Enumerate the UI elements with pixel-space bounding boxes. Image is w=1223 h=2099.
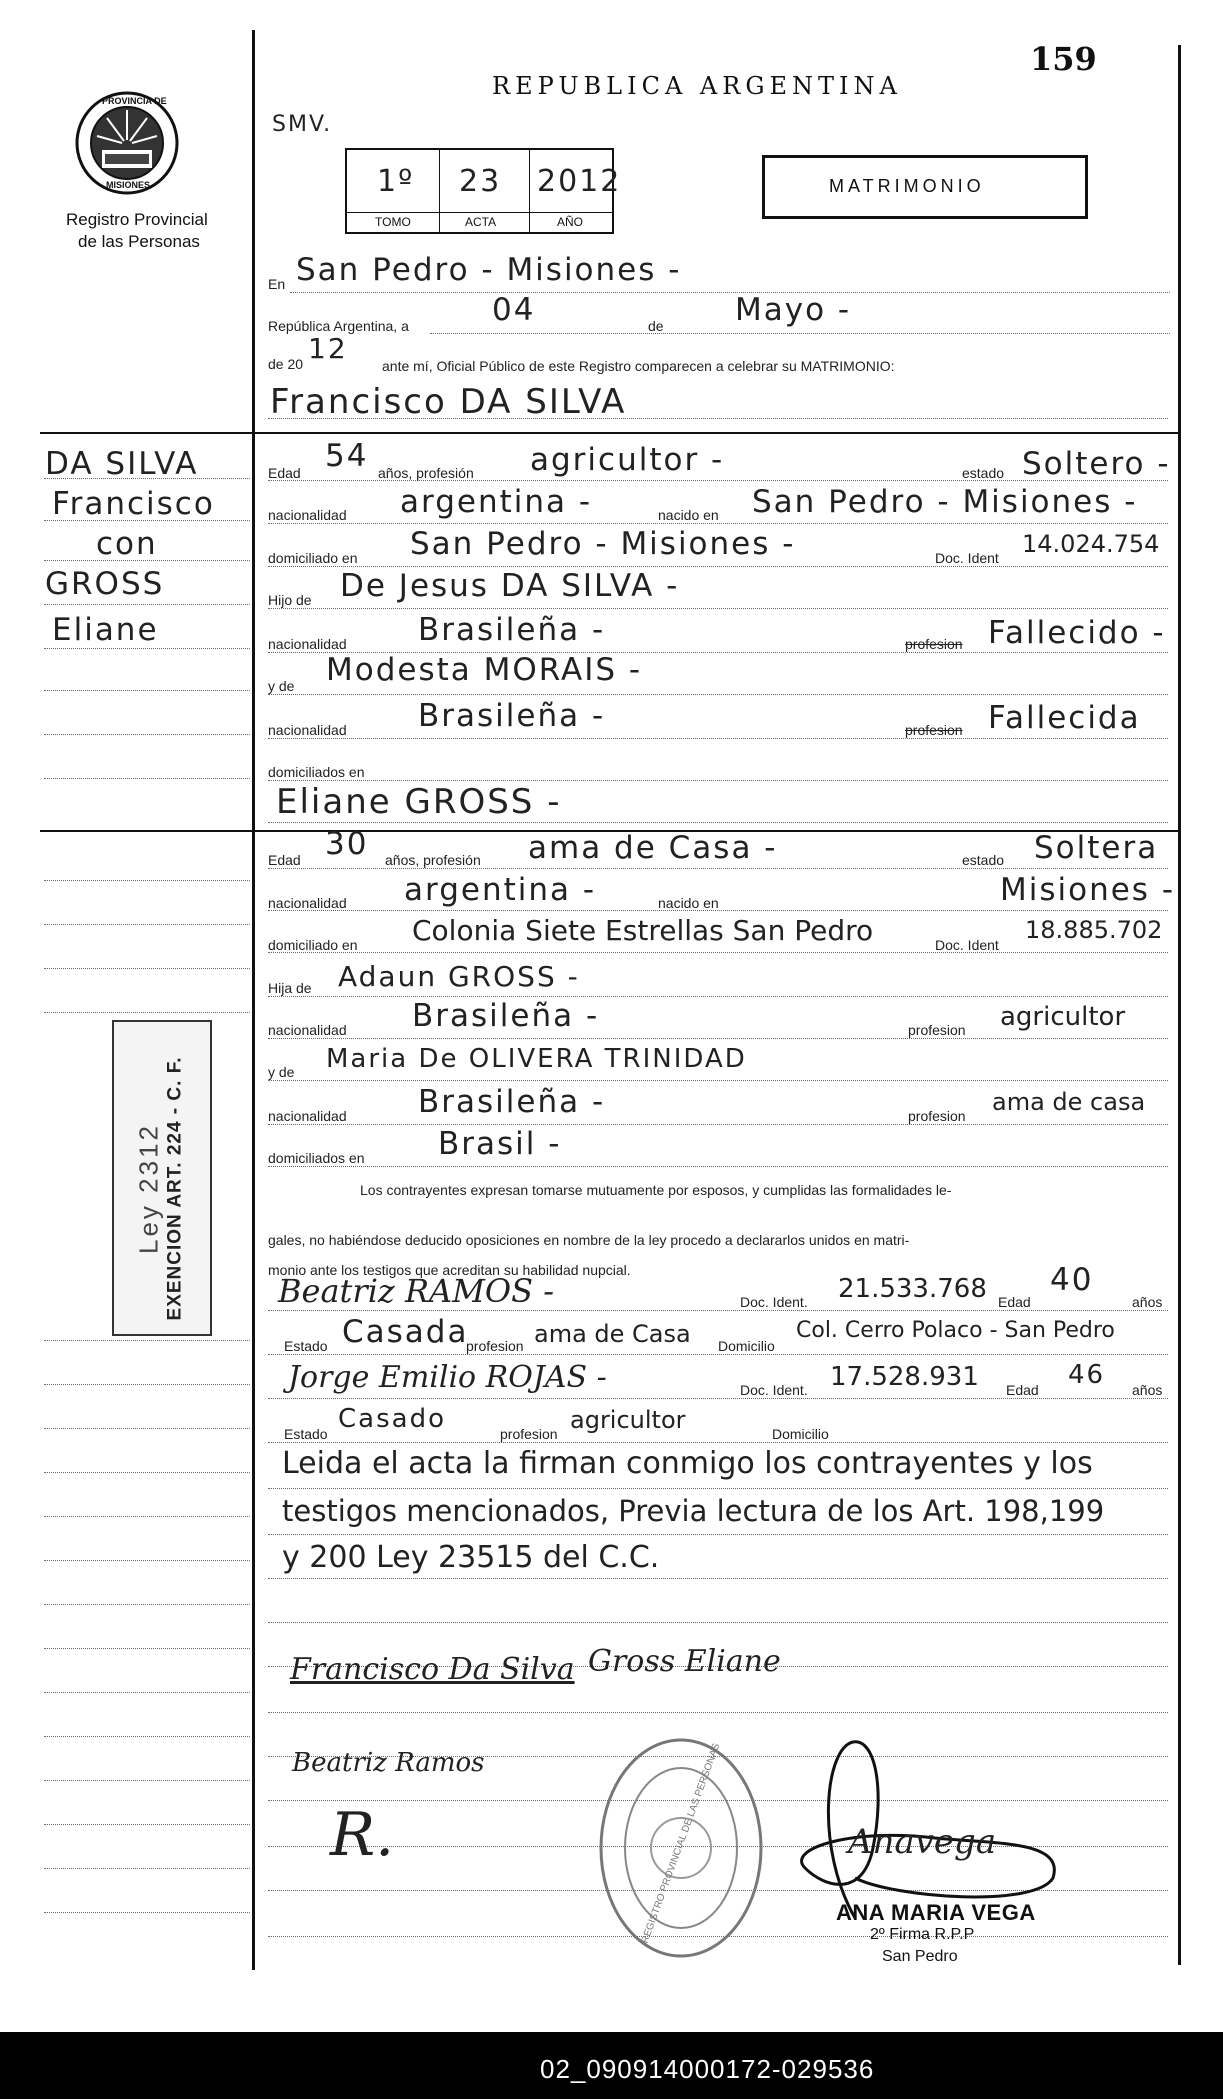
en-label: En	[268, 276, 286, 292]
bride-age: 30	[325, 826, 369, 862]
bride-occupation: ama de Casa -	[528, 830, 778, 866]
tomo-label: TOMO	[375, 215, 411, 229]
bride-mother-profesion-label: profesion	[908, 1108, 966, 1124]
witness1-occupation: ama de Casa	[534, 1320, 691, 1348]
groom-anos-profesion-label: años, profesión	[378, 465, 474, 481]
groom-father-occupation: Fallecido -	[988, 615, 1166, 651]
groom-mother-profesion-label: profesion	[905, 722, 963, 738]
groom-nacionalidad-label: nacionalidad	[268, 507, 347, 523]
note-line2: testigos mencionados, Previa lectura de los Art. 198,199	[282, 1494, 1105, 1528]
witness2-occupation: agricultor	[570, 1406, 686, 1434]
groom-mother-nationality: Brasileña -	[418, 698, 606, 734]
groom-father-nationality: Brasileña -	[418, 612, 606, 648]
groom-address: San Pedro - Misiones -	[410, 526, 796, 562]
republica-label: República Argentina, a	[268, 318, 409, 334]
registry-name-line1: Registro Provincial	[66, 210, 208, 229]
de-label: de	[648, 318, 664, 334]
groom-signature: Francisco Da Silva	[290, 1652, 575, 1687]
groom-doc-label: Doc. Ident	[935, 550, 999, 566]
acta-value: 23	[459, 164, 502, 199]
witness1-name: Beatriz RAMOS -	[278, 1272, 555, 1310]
bride-signature: Gross Eliane	[588, 1644, 781, 1679]
witness1-address: Col. Cerro Polaco - San Pedro	[796, 1318, 1115, 1343]
witness1-profesion-label: profesion	[466, 1338, 524, 1354]
margin-con: con	[96, 526, 158, 562]
section-rule-groom	[40, 432, 1180, 434]
groom-parents-domiciliados-label: domiciliados en	[268, 764, 365, 780]
bride-birthplace: Misiones -	[1000, 872, 1175, 908]
scan-footer	[0, 2032, 1223, 2099]
bride-yde-label: y de	[268, 1064, 295, 1080]
official-office: San Pedro	[882, 1948, 958, 1965]
official-title: 2º Firma R.P.P	[870, 1926, 975, 1943]
witness1-doc-label: Doc. Ident.	[740, 1294, 808, 1310]
margin-surname-bride: GROSS	[45, 566, 165, 602]
initials: SMV.	[272, 112, 333, 137]
provincial-emblem	[72, 88, 182, 198]
right-margin-rule	[1178, 45, 1181, 1965]
witness2-name: Jorge Emilio ROJAS -	[288, 1360, 607, 1395]
margin-firstname-groom: Francisco	[52, 486, 215, 522]
bride-father-nacionalidad-label: nacionalidad	[268, 1022, 347, 1038]
witness2-profesion-label: profesion	[500, 1426, 558, 1442]
bride-mother-nacionalidad-label: nacionalidad	[268, 1108, 347, 1124]
groom-edad-label: Edad	[268, 465, 301, 481]
marriage-day: 04	[492, 292, 536, 328]
bride-estado-label: estado	[962, 852, 1005, 868]
witness1-document-number: 21.533.768	[838, 1274, 987, 1304]
acta-label: ACTA	[465, 215, 497, 229]
bride-father-occupation: agricultor	[1000, 1002, 1126, 1032]
bride-father: Adaun GROSS -	[338, 960, 580, 993]
witness2-doc-label: Doc. Ident.	[740, 1382, 808, 1398]
bride-parents-domiciliados-label: domiciliados en	[268, 1150, 365, 1166]
groom-occupation: agricultor -	[530, 442, 725, 478]
groom-estado-label: estado	[962, 465, 1005, 481]
witness1-anos-label: años	[1132, 1294, 1163, 1310]
year-prefix: de 20	[268, 356, 304, 372]
official-name: ANA MARIA VEGA	[836, 1900, 1036, 1925]
groom-hijo-label: Hijo de	[268, 592, 312, 608]
witness1-age: 40	[1050, 1262, 1094, 1298]
witness2-anos-label: años	[1132, 1382, 1163, 1398]
bride-address: Colonia Siete Estrellas San Pedro	[412, 914, 874, 947]
groom-father-nacionalidad-label: nacionalidad	[268, 636, 347, 652]
witness2-edad-label: Edad	[1006, 1382, 1039, 1398]
witness1-civil-status: Casada	[342, 1314, 469, 1350]
bride-father-nationality: Brasileña -	[412, 998, 600, 1034]
registry-name-line2: de las Personas	[78, 232, 200, 251]
groom-mother-nacionalidad-label: nacionalidad	[268, 722, 347, 738]
witness2-age: 46	[1068, 1360, 1106, 1390]
groom-civil-status: Soltero -	[1022, 446, 1171, 482]
bride-nacionalidad-label: nacionalidad	[268, 895, 347, 911]
bride-nacido-label: nacido en	[658, 895, 719, 911]
ano-value: 2012	[537, 164, 622, 199]
margin-surname-groom: DA SILVA	[45, 446, 199, 482]
declaration-line2: gales, no habiéndose deducido oposiciones en nombre de la ley procedo a declararlos unidos en matri-	[268, 1232, 910, 1248]
bride-anos-profesion-label: años, profesión	[385, 852, 481, 868]
groom-mother: Modesta MORAIS -	[326, 652, 643, 688]
bride-mother: Maria De OLIVERA TRINIDAD	[326, 1044, 747, 1074]
seal-text: REGISTRO PROVINCIAL DE LAS PERSONAS	[639, 1742, 723, 1945]
groom-document-number: 14.024.754	[1022, 530, 1160, 558]
scan-id: 02_090914000172-029536	[540, 2054, 875, 2084]
margin-firstname-bride: Eliane	[52, 612, 159, 648]
declaration-line3: monio ante los testigos que acreditan su habilidad nupcial.	[268, 1262, 631, 1278]
record-type-box	[762, 155, 1088, 219]
groom-birthplace: San Pedro - Misiones -	[752, 484, 1138, 520]
witness1-estado-label: Estado	[284, 1338, 328, 1354]
bride-father-profesion-label: profesion	[908, 1022, 966, 1038]
exemption-stamp	[112, 1020, 212, 1336]
witness2-estado-label: Estado	[284, 1426, 328, 1442]
ante-text: ante mí, Oficial Público de este Registro comparecen a celebrar su MATRIMONIO:	[382, 358, 895, 374]
witness2-civil-status: Casado	[338, 1404, 446, 1434]
emblem-text-top: PROVINCIA DE	[102, 96, 167, 106]
bride-civil-status: Soltera	[1034, 830, 1159, 866]
groom-yde-label: y de	[268, 678, 295, 694]
stamp-line2: EXENCION ART. 224 - C. F.	[164, 1056, 186, 1321]
groom-age: 54	[325, 438, 369, 474]
bride-hija-label: Hija de	[268, 980, 312, 996]
groom-nationality: argentina -	[400, 484, 593, 520]
left-margin-rule	[252, 30, 255, 1970]
bride-full-name: Eliane GROSS -	[276, 782, 562, 822]
bride-mother-occupation: ama de casa	[992, 1088, 1146, 1116]
bride-doc-label: Doc. Ident	[935, 937, 999, 953]
groom-father: De Jesus DA SILVA -	[340, 568, 680, 604]
witness2-document-number: 17.528.931	[830, 1362, 979, 1392]
bride-mother-nationality: Brasileña -	[418, 1084, 606, 1120]
bride-nationality: argentina -	[404, 872, 597, 908]
bride-domiciliado-label: domiciliado en	[268, 937, 358, 953]
groom-full-name: Francisco DA SILVA	[270, 382, 627, 422]
declaration-line1: Los contrayentes expresan tomarse mutuamente por esposos, y cumplidas las formalidades le-	[360, 1182, 952, 1198]
marriage-month: Mayo -	[735, 292, 852, 328]
stamp-line1: Ley 2312	[133, 1123, 164, 1254]
bride-edad-label: Edad	[268, 852, 301, 868]
groom-father-profesion-label: profesion	[905, 636, 963, 652]
witness1-signature: Beatriz Ramos	[292, 1748, 485, 1778]
groom-nacido-label: nacido en	[658, 507, 719, 523]
marriage-place: San Pedro - Misiones -	[296, 252, 682, 288]
bride-document-number: 18.885.702	[1025, 916, 1163, 944]
country-title: REPUBLICA ARGENTINA	[492, 72, 902, 100]
witness2-signature: R.	[330, 1800, 395, 1870]
bride-parents-address: Brasil -	[438, 1126, 562, 1162]
note-line1: Leida el acta la firman conmigo los contrayentes y los	[282, 1446, 1093, 1481]
witness2-domicilio-label: Domicilio	[772, 1426, 829, 1442]
page-number: 159	[1030, 40, 1097, 78]
groom-mother-occupation: Fallecida	[988, 700, 1141, 736]
witness1-edad-label: Edad	[998, 1294, 1031, 1310]
official-signature: Anavega	[848, 1822, 997, 1862]
tomo-value: 1º	[377, 164, 415, 199]
witness1-domicilio-label: Domicilio	[718, 1338, 775, 1354]
note-line3: y 200 Ley 23515 del C.C.	[282, 1540, 660, 1575]
year-suffix: 12	[308, 332, 348, 365]
emblem-text-bottom: MISIONES	[106, 180, 151, 190]
ano-label: AÑO	[557, 215, 584, 229]
record-box	[345, 148, 622, 234]
groom-domiciliado-label: domiciliado en	[268, 550, 358, 566]
record-type: MATRIMONIO	[829, 176, 985, 196]
